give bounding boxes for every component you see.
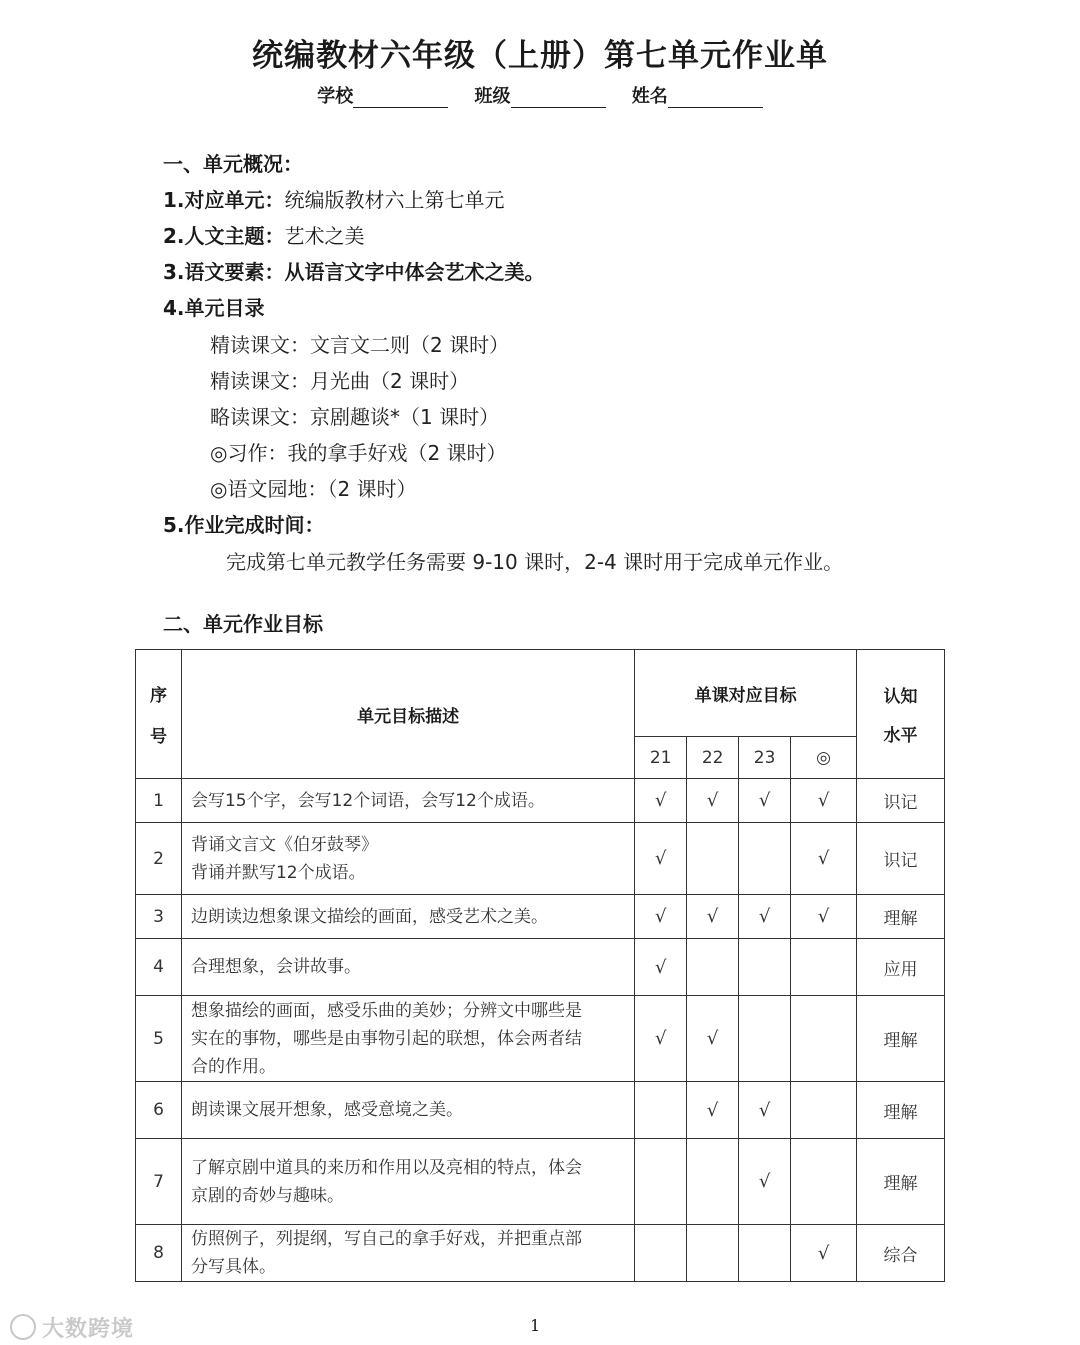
goal-desc-line: 背诵文言文《伯牙鼓琴》 xyxy=(190,834,378,855)
goal-level: 理解 xyxy=(857,1082,945,1139)
header-lesson: 单课对应目标 xyxy=(635,650,857,737)
section2-heading: 二、单元作业目标 xyxy=(163,612,323,636)
goal-desc xyxy=(181,1082,634,1139)
goal-no: 3 xyxy=(136,895,182,939)
lesson-col-22: 22 xyxy=(687,737,739,779)
watermark xyxy=(10,1312,134,1343)
goal-check-c21 xyxy=(635,1082,687,1139)
goal-row xyxy=(136,996,945,1082)
overview-unit xyxy=(163,184,505,213)
class-label: 班级 xyxy=(474,86,511,107)
header-level-2: 水平 xyxy=(883,726,918,746)
goal-check-c22 xyxy=(687,939,739,996)
goal-check-c24: √ xyxy=(791,895,857,939)
goal-check-c21: √ xyxy=(635,996,687,1082)
goal-level: 综合 xyxy=(857,1225,945,1282)
section1-heading: 一、单元概况： xyxy=(163,152,303,176)
goal-check-c22: √ xyxy=(687,996,739,1082)
goal-desc-line: 会写15个字，会写12个词语，会写12个成语。 xyxy=(190,790,545,811)
goal-desc-line: 合理想象，会讲故事。 xyxy=(190,957,361,977)
overview-unit-key: 1.对应单元： xyxy=(163,188,285,212)
goal-row xyxy=(136,779,945,823)
school-label: 学校 xyxy=(317,86,354,107)
goals-table xyxy=(135,649,945,1282)
goal-desc-line: 背诵并默写12个成语。 xyxy=(190,862,366,883)
name-label: 姓名 xyxy=(631,86,668,107)
overview-element-key: 3.语文要素： xyxy=(163,260,285,284)
goal-desc xyxy=(181,895,634,939)
catalog-item: 略读课文：京剧趣谈*（1 课时） xyxy=(210,405,500,429)
header-seq xyxy=(136,650,182,779)
goal-no: 6 xyxy=(136,1082,182,1139)
goal-check-c24 xyxy=(791,1139,857,1225)
goal-no: 1 xyxy=(136,779,182,823)
goal-level: 理解 xyxy=(857,1139,945,1225)
goal-check-c21: √ xyxy=(635,939,687,996)
page-title: 统编教材六年级（上册）第七单元作业单 xyxy=(252,38,828,74)
header-level xyxy=(857,650,945,779)
goal-check-c24: √ xyxy=(791,1225,857,1282)
goal-desc xyxy=(181,1225,634,1282)
class-field xyxy=(475,82,606,108)
catalog-item: 精读课文：月光曲（2 课时） xyxy=(210,369,470,393)
overview-time xyxy=(163,509,325,538)
goal-check-c23: √ xyxy=(739,895,791,939)
goal-level: 识记 xyxy=(857,823,945,895)
goal-row xyxy=(136,1139,945,1225)
overview-time-key: 5.作业完成时间： xyxy=(163,513,325,537)
catalog-item: ◎语文园地：（2 课时） xyxy=(210,477,417,501)
goal-no: 8 xyxy=(136,1225,182,1282)
goal-check-c24 xyxy=(791,1082,857,1139)
header-level-1: 认知 xyxy=(883,687,918,707)
overview-theme-key: 2.人文主题： xyxy=(163,224,285,248)
goal-level: 理解 xyxy=(857,996,945,1082)
goal-check-c22 xyxy=(687,823,739,895)
goal-no: 4 xyxy=(136,939,182,996)
page-number: 1 xyxy=(530,1316,541,1335)
goal-desc-line: 朗读课文展开想象，感受意境之美。 xyxy=(190,1100,463,1120)
goal-no: 2 xyxy=(136,823,182,895)
lesson-col-21: 21 xyxy=(635,737,687,779)
watermark-text: 大数跨境 xyxy=(42,1317,135,1342)
goal-desc-line: 京剧的奇妙与趣味。 xyxy=(190,1185,344,1206)
goal-desc xyxy=(181,939,634,996)
goal-desc-line: 想象描绘的画面，感受乐曲的美妙；分辨文中哪些是 xyxy=(190,1000,582,1021)
overview-theme xyxy=(163,220,365,249)
goal-row xyxy=(136,939,945,996)
goal-check-c23: √ xyxy=(739,779,791,823)
goal-desc xyxy=(181,779,634,823)
goal-desc xyxy=(181,996,634,1082)
goal-desc-line: 仿照例子，列提纲，写自己的拿手好戏，并把重点部 xyxy=(190,1229,582,1249)
goal-check-c23 xyxy=(739,1225,791,1282)
goal-check-c23: √ xyxy=(739,1082,791,1139)
catalog-item: 精读课文：文言文二则（2 课时） xyxy=(210,333,510,357)
goal-desc xyxy=(181,1139,634,1225)
goal-desc-line: 边朗读边想象课文描绘的画面，感受艺术之美。 xyxy=(190,906,548,927)
goal-desc xyxy=(181,823,634,895)
lesson-col-23: 23 xyxy=(739,737,791,779)
goal-rows xyxy=(136,779,945,1282)
goal-check-c24 xyxy=(791,996,857,1082)
goal-check-c23 xyxy=(739,939,791,996)
name-blank xyxy=(668,89,763,108)
lesson-col-unit: ◎ xyxy=(791,737,857,779)
goal-check-c22: √ xyxy=(687,779,739,823)
watermark-logo-icon xyxy=(10,1314,36,1340)
goal-row xyxy=(136,1082,945,1139)
goal-check-c21: √ xyxy=(635,779,687,823)
goal-row xyxy=(136,823,945,895)
goal-check-c24 xyxy=(791,939,857,996)
goal-check-c21 xyxy=(635,1225,687,1282)
goal-row xyxy=(136,895,945,939)
header-seq-1: 序 xyxy=(149,686,167,706)
overview-theme-value: 艺术之美 xyxy=(284,224,365,248)
goal-no: 5 xyxy=(136,996,182,1082)
goal-check-c22: √ xyxy=(687,1082,739,1139)
school-blank xyxy=(353,89,448,108)
overview-element-value: 从语言文字中体会艺术之美。 xyxy=(284,260,545,284)
goal-level: 识记 xyxy=(857,779,945,823)
goal-check-c23: √ xyxy=(739,1139,791,1225)
goal-desc-line: 实在的事物，哪些是由事物引起的联想，体会两者结 xyxy=(190,1028,582,1049)
header-desc: 单元目标描述 xyxy=(181,650,634,779)
student-info-row xyxy=(0,82,1080,108)
name-field xyxy=(632,82,763,108)
goal-check-c22 xyxy=(687,1225,739,1282)
goal-level: 理解 xyxy=(857,895,945,939)
overview-catalog xyxy=(163,292,265,321)
goal-level: 应用 xyxy=(857,939,945,996)
goal-check-c23 xyxy=(739,996,791,1082)
overview-catalog-key: 4.单元目录 xyxy=(163,296,265,320)
class-blank xyxy=(511,89,606,108)
goal-check-c21: √ xyxy=(635,823,687,895)
goal-check-c22 xyxy=(687,1139,739,1225)
overview-unit-value: 统编版教材六上第七单元 xyxy=(284,188,505,212)
catalog-item: ◎习作：我的拿手好戏（2 课时） xyxy=(210,441,507,465)
goal-check-c23 xyxy=(739,823,791,895)
header-seq-2: 号 xyxy=(149,727,167,747)
overview-element xyxy=(163,256,545,285)
goal-check-c22: √ xyxy=(687,895,739,939)
goal-check-c24: √ xyxy=(791,779,857,823)
goal-desc-line: 合的作用。 xyxy=(190,1056,276,1077)
goal-check-c21 xyxy=(635,1139,687,1225)
goal-check-c21: √ xyxy=(635,895,687,939)
goal-check-c24: √ xyxy=(791,823,857,895)
goal-no: 7 xyxy=(136,1139,182,1225)
overview-time-text: 完成第七单元教学任务需要 9-10 课时，2-4 课时用于完成单元作业。 xyxy=(226,550,844,574)
goal-desc-line: 分写具体。 xyxy=(190,1257,276,1277)
goal-desc-line: 了解京剧中道具的来历和作用以及亮相的特点，体会 xyxy=(190,1157,582,1178)
goal-row xyxy=(136,1225,945,1282)
school-field xyxy=(317,82,448,108)
